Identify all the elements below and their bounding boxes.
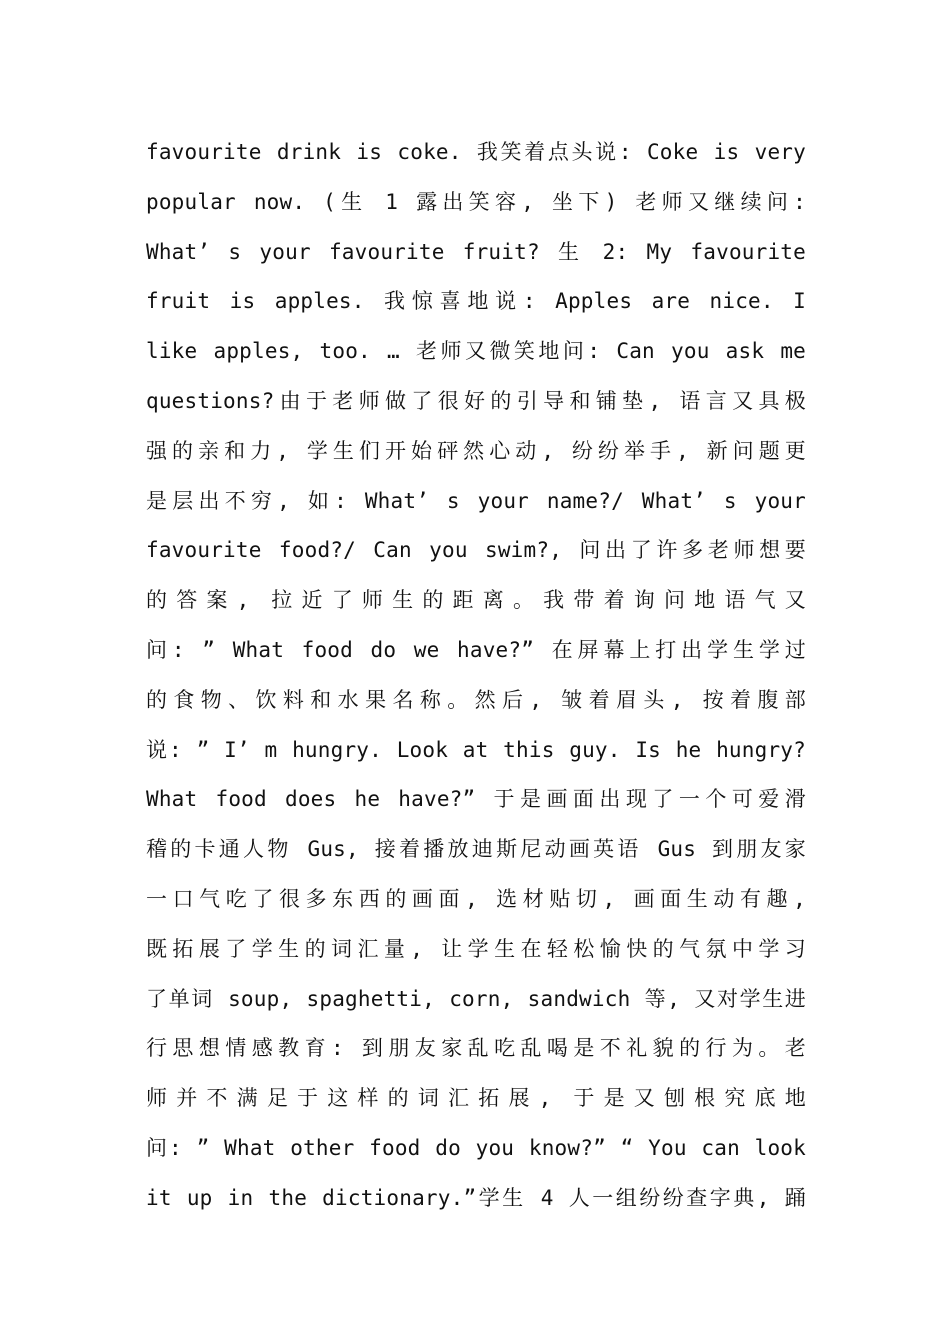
body-text (146, 128, 806, 1224)
text-line: 师并不满足于这样的词汇拓展, 于是又刨根究底地 (146, 1086, 806, 1111)
text-line: fruit is apples. 我惊喜地说: Apples are nice. I (146, 289, 806, 314)
text-line: questions?由于老师做了很好的引导和铺垫, 语言又具极 (146, 388, 806, 413)
text-line: 稽的卡通人物 Gus, 接着播放迪斯尼动画英语 Gus 到朋友家 (146, 837, 806, 862)
text-line: 问: ” What other food do you know?” “ You can look (146, 1135, 806, 1160)
text-line: What food does he have?” 于是画面出现了一个可爱滑 (146, 787, 806, 812)
text-line: like apples, too. … 老师又微笑地问: Can you ask me (146, 339, 806, 364)
text-line: 既拓展了学生的词汇量, 让学生在轻松愉快的气氛中学习 (146, 936, 806, 961)
text-line: 一口气吃了很多东西的画面, 选材贴切, 画面生动有趣, (146, 886, 806, 911)
text-line: popular now. (生 1 露出笑容, 坐下) 老师又继续问: (146, 189, 806, 214)
text-line: 的食物、饮料和水果名称。然后, 皱着眉头, 按着腹部 (146, 687, 806, 712)
text-line: 的答案, 拉近了师生的距离。我带着询问地语气又 (146, 588, 806, 613)
text-line: favourite drink is coke. 我笑着点头说: Coke is very (146, 140, 806, 164)
text-line: it up in the dictionary.”学生 4 人一组纷纷查字典, 踊 (146, 1185, 806, 1210)
text-line: What’ s your favourite fruit? 生 2: My favourite (146, 239, 806, 264)
text-line: 行思想情感教育: 到朋友家乱吃乱喝是不礼貌的行为。老 (146, 1036, 806, 1061)
text-line: 问: ” What food do we have?” 在屏幕上打出学生学过 (146, 637, 806, 662)
text-line: 说: ” I’ m hungry. Look at this guy. Is he hungry? (146, 737, 806, 762)
text-line: 强的亲和力, 学生们开始砰然心动, 纷纷举手, 新问题更 (146, 438, 806, 463)
text-line: 了单词 soup, spaghetti, corn, sandwich 等, 又对学生进 (146, 986, 806, 1011)
text-line: 是层出不穷, 如: What’ s your name?/ What’ s your (146, 488, 806, 513)
text-line: favourite food?/ Can you swim?, 问出了许多老师想要 (146, 538, 806, 563)
